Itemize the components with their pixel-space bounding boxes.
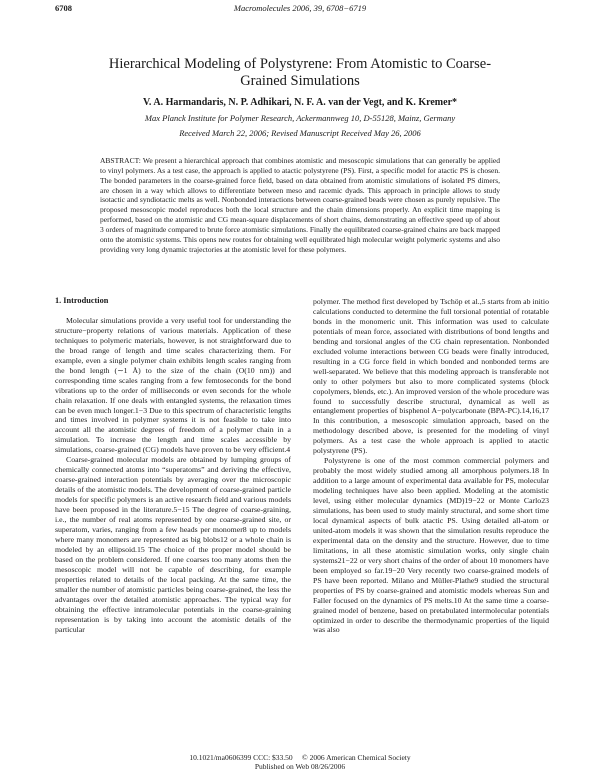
- journal-citation: Macromolecules 2006, 39, 6708−6719: [233, 3, 367, 13]
- page-number: 6708: [55, 3, 72, 13]
- paragraph: Coarse-grained molecular models are obtained by lumping groups of chemically connected atoms into “superatoms” and deriving the effective, coarse-grained interaction potentials by averaging over the microscopic details of the atomistic models. The development of coarse-grained particle models for specific polymers is an active research field and various models have been proposed in the literature.5−15 The degree of coarse-graining, i.e., the number of real atoms represented by one coarse-grained site, or superatom, varies, ranging from a few heads per monomer8 up to models where many monomers are represented as big blobs12 or a whole chain is modeled by an ellipsoid.15 The choice of the proper model should be based on the problem considered. If one coarses too many atoms then the mesoscopic model will not be capable of describing, for example properties related to details of the local packing. At the same time, the smaller the number of atomistic particles being coarse-grained, the less the advantages over the detailed atomistic approaches. The typical way for obtaining the effective intramolecular potentials in the coarse-graining representation is by taking into account the atomistic details of the particular: [55, 455, 291, 634]
- paragraph: Molecular simulations provide a very useful tool for understanding the structure−property relations of various materials. Application of these techniques to polymeric materials, however, is not straightforward due to the broad range of length and time scales characterizing them. For example, even a single polymer chain exhibits length scales ranging from the bond length (∼1 Å) to the size of the chain (O(10 nm)) and corresponding time scales ranging from a few femtoseconds for the bond vibrations up to the order of milliseconds or even seconds for the whole chain relaxation. If one deals with entangled systems, the relaxation times can be even much longer.1−3 Due to this spectrum of characteristic lengths and times involved in polymer systems it is not feasible to take into account all the atomistic degrees of freedom of a polymer chain in a simulation. To increase the length and time scales accessible by simulations, coarse-grained (CG) models have proven to be very efficient.4: [55, 315, 291, 455]
- left-column: [55, 294, 291, 634]
- page-footer: [0, 754, 600, 771]
- publication-date: Published on Web 08/26/2006: [254, 761, 346, 771]
- abstract: ABSTRACT: We present a hierarchical approach that combines atomistic and mesoscopic simulations that can generally be applied to vinyl polymers. As a test case, the approach is applied to atactic polystyrene (PS). First, a specific model for atactic PS is chosen. The bonded parameters in the coarse-grained force field, based on data obtained from atomistic simulations of isolated PS dimers, are chosen in a way which allows to differentiate between meso and racemic dyads. This approach in principle allows to study isotactic and syndiotactic melts as well. Nonbonded interactions between coarse-grained beads were chosen as purely repulsive. The proposed mesoscopic model reproduces both the local structure and the chain dimensions properly. An explicit time mapping is performed, based on the atomistic and CG mean-square displacements of short chains, demonstrating an effective speed up of about 3 orders of magnitude compared to brute force atomistic simulations. Finally the equilibrated coarse-grained chains are back mapped onto the atomistic systems. This opens new routes for obtaining well equilibrated high molecular weight polymeric systems and also providing very long dynamic trajectories at the atomistic level for these polymers.: [100, 156, 500, 254]
- doi-copyright-line: 10.1021/ma0606399 CCC: $33.50 © 2006 American Chemical Society: [189, 753, 411, 762]
- affiliation: Max Planck Institute for Polymer Research, Ackermannweg 10, D-55128, Mainz, Germany: [144, 113, 456, 123]
- paragraph: polymer. The method first developed by Tschöp et al.,5 starts from ab initio calculations conducted to determine the full torsional potential of rotatable bonds in the monomeric unit. This information was used to calculate potentials of mean force, associated with distributions of bond lengths and bending and torsional angles of the CG chain representation. Nonbonded excluded volume interactions between CG beads were finally introduced, resulting in a CG force field in which bonded and nonbonded terms are well-separated. We believe that this modeling approach is transferable not only to other polymers but also to more complicated systems (block copolymers, blends, etc.). An improved version of the whole procedure was found to successfully describe structural, dynamical as well as entanglement properties of bisphenol A−polycarbonate (BPA-PC).14,16,17 In this contribution, a mesoscopic simulation approach, based on the methodology described above, is presented for the modeling of vinyl polymers. As a test case the whole approach is applied to atactic polystyrene (PS).: [313, 297, 550, 456]
- right-column: [313, 297, 549, 635]
- section-heading: 1. Introduction: [55, 296, 109, 305]
- article-title: Hierarchical Modeling of Polystyrene: From Atomistic to Coarse-Grained Simulations: [108, 56, 492, 89]
- received-dates: Received March 22, 2006; Revised Manuscript Received May 26, 2006: [179, 128, 421, 138]
- author-list: V. A. Harmandaris, N. P. Adhikari, N. F. A. van der Vegt, and K. Kremer*: [142, 97, 458, 108]
- paragraph: Polystyrene is one of the most common commercial polymers and probably the most widely studied among all amorphous polymers.18 In addition to a large amount of experimental data available for PS, molecular modeling techniques have also been applied. Modeling at the atomistic level, using either molecular dynamics (MD)19−22 or Monte Carlo23 simulations, has been used to study mainly structural, and some short time local dynamical aspects of bulk atactic PS. Using detailed all-atom or united-atom models it was shown that the simulation results reproduce the experimental data on the density and the structure. However, due to time limitations, in all these atomistic simulation works, only single chain systems21−22 or very short chains of the order of about 10 monomers have been employed so far.19−20 Very recently two coarse-grained models of PS have been reported. Milano and Müller-Plathe9 studied the structural properties of PS by coarse-grained and atomistic models whereas Sun and Faller focused on the dynamics of PS melts.10 At the same time a coarse-grained model of benzene, based on pretabulated intermolecular potentials optimized in order to describe the thermodynamic properties of the liquid was also: [313, 456, 549, 635]
